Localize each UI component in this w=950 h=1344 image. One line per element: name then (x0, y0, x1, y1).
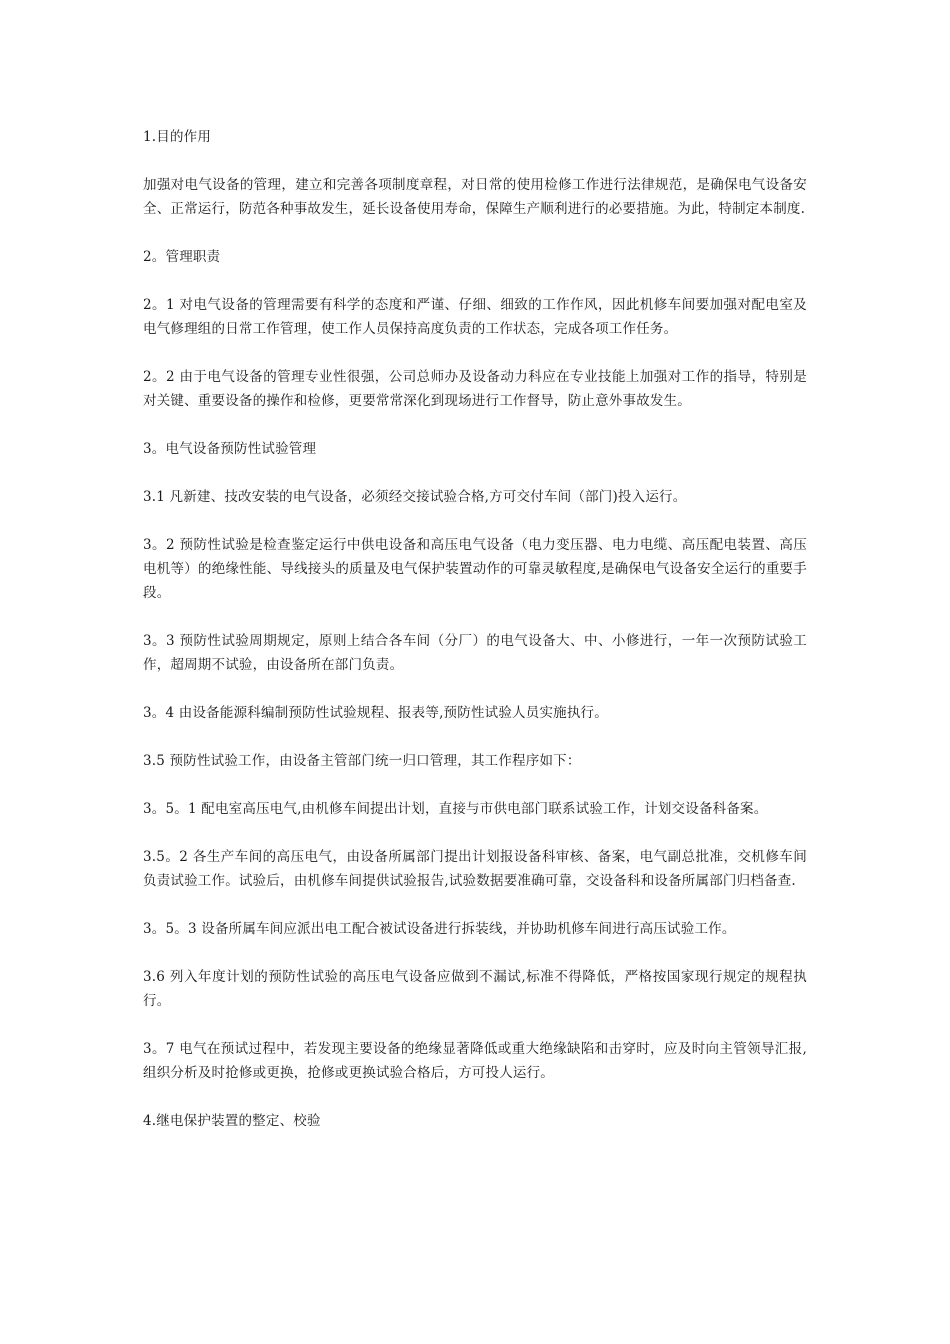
paragraph-2-1: 2。1 对电气设备的管理需要有科学的态度和严谨、仔细、细致的工作作风，因此机修车间要加强对配电室及电气修理组的日常工作管理，使工作人员保持高度负责的工作状态，完成各项工作任务。 (143, 297, 807, 337)
paragraph-3-5-2: 3.5。2 各生产车间的高压电气，由设备所属部门提出计划报设备科审核、备案，电气副总批准，交机修车间负责试验工作。试验后，由机修车间提供试验报告,试验数据要准确可靠，交设备科和设备所属部门归档备查. (143, 849, 807, 889)
section-heading-2: 2。管理职责 (143, 249, 221, 265)
paragraph-3-5-3: 3。5。3 设备所属车间应派出电工配合被试设备进行拆装线，并协助机修车间进行高压试验工作。 (143, 921, 736, 937)
paragraph-3-5-1: 3。5。1 配电室高压电气,由机修车间提出计划，直接与市供电部门联系试验工作，计划交设备科备案。 (143, 801, 768, 817)
paragraph-2-2: 2。2 由于电气设备的管理专业性很强，公司总师办及设备动力科应在专业技能上加强对工作的指导，特别是对关键、重要设备的操作和检修，更要常常深化到现场进行工作督导，防止意外事故发生。 (143, 369, 807, 409)
paragraph-3-1: 3.1 凡新建、技改安装的电气设备，必须经交接试验合格,方可交付车间（部门)投入运行。 (143, 489, 687, 505)
paragraph-3-3: 3。3 预防性试验周期规定，原则上结合各车间（分厂）的电气设备大、中、小修进行，一年一次预防试验工作，超周期不试验，由设备所在部门负责。 (143, 633, 807, 673)
paragraph-purpose: 加强对电气设备的管理，建立和完善各项制度章程，对日常的使用检修工作进行法律规范，是确保电气设备安全、正常运行，防范各种事故发生，延长设备使用寿命，保障生产顺利进行的必要措施。为此，特制定本制度. (143, 177, 807, 217)
paragraph-3-7: 3。7 电气在预试过程中，若发现主要设备的绝缘显著降低或重大绝缘缺陷和击穿时，应及时向主管领导汇报,组织分析及时抢修或更换，抢修或更换试验合格后，方可投人运行。 (143, 1041, 807, 1081)
document-body (143, 125, 807, 1157)
paragraph-3-4: 3。4 由设备能源科编制预防性试验规程、报表等,预防性试验人员实施执行。 (143, 705, 608, 721)
paragraph-3-2: 3。2 预防性试验是检查鉴定运行中供电设备和高压电气设备（电力变压器、电力电缆、高压配电装置、高压电机等）的绝缘性能、导线接头的质量及电气保护装置动作的可靠灵敏程度,是确保电气设备安全运行的重要手段。 (143, 537, 807, 601)
section-heading-3: 3。电气设备预防性试验管理 (143, 441, 317, 457)
paragraph-3-6: 3.6 列入年度计划的预防性试验的高压电气设备应做到不漏试,标准不得降低，严格按国家现行规定的规程执行。 (143, 969, 807, 1009)
section-heading-4: 4.继电保护装置的整定、校验 (143, 1113, 321, 1129)
section-heading-1: 1.目的作用 (143, 129, 212, 145)
paragraph-3-5: 3.5 预防性试验工作，由设备主管部门统一归口管理，其工作程序如下： (143, 753, 581, 769)
